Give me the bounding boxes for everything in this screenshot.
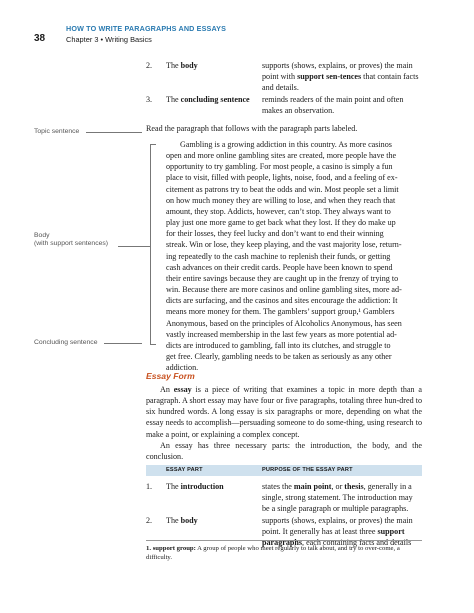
list-term: The body <box>166 61 198 70</box>
paragraph-line: citement as patrons try to beat the odds and win. Most people set a limit <box>166 184 399 194</box>
list-description: reminds readers of the main point and often makes an observation. <box>262 95 404 116</box>
paragraph-line: Anonymous, based on the principles of Alcoholics Anonymous, has seen <box>166 318 402 328</box>
table-row-term: The introduction <box>166 482 224 491</box>
topic-leader-line <box>86 132 142 133</box>
essay-paragraph: An essay is a piece of writing that examines a topic in more depth than a paragraph. A short essay may have four or five paragraphs, totaling three hun-dred to six hundred words. A long essay is six paragraphs or more, depending on what the essay needs to accomplish—persuading someone to do some-thing, using research to make a point, or explaining a complex concept. <box>146 385 422 439</box>
essay-paragraph: An essay has three necessary parts: the introduction, the body, and the conclusion. <box>146 441 422 462</box>
list-description: supports (shows, explains, or proves) the main point with support sen-tences that contain facts and details. <box>262 61 419 93</box>
chapter-label: Chapter 3 • Writing Basics <box>66 35 152 44</box>
paragraph-line: means more money for them. The gamblers’ support group,¹ Gamblers <box>166 307 395 317</box>
paragraph-line: dicts are surfacing, and the casinos and sites encourage the addiction: It <box>166 296 398 306</box>
body-bracket <box>150 144 156 345</box>
paragraph-line: Gambling is a growing addiction in this country. As more casinos <box>180 140 392 149</box>
paragraph-line: on how much money they are willing to lose, and when they reach that <box>166 195 396 205</box>
sample-paragraph <box>166 139 428 373</box>
paragraph-line: for their losses, they feel lucky and don’t want to end their winning <box>166 229 384 239</box>
list-term: The concluding sentence <box>166 95 250 104</box>
concluding-sentence-label: Concluding sentence <box>34 339 98 346</box>
paragraph-line: get free. Clearly, gambling needs to be taken as seriously as any other <box>166 351 392 361</box>
paragraph-line: streak. Win or lose, they keep playing, and the vast majority lose, return- <box>166 240 402 250</box>
table-column-header: ESSAY PART <box>166 467 203 473</box>
table-row-description: states the main point, or thesis, generally in a single, strong statement. The introduction may be a single paragraph or multiple paragraphs. <box>262 482 413 514</box>
paragraph-line: cash advances on their credit cards. People have been known to spend <box>166 262 393 272</box>
paragraph-line: amount, they stop. Addicts, however, can’t stop. They always want to <box>166 206 391 216</box>
paragraph-line: vastly increased membership in the last few years as more potential ad- <box>166 329 397 339</box>
intro-line: Read the paragraph that follows with the paragraph parts labeled. <box>146 124 358 133</box>
footnote: 1. support group: A group of people who meet regularly to talk about, and try to over-come, a difficulty. <box>146 545 400 561</box>
table-column-header: PURPOSE OF THE ESSAY PART <box>262 467 353 473</box>
paragraph-line: ing repeatedly to the cash machine to replenish their funds, or getting <box>166 251 391 261</box>
list-number: 2. <box>146 61 153 70</box>
table-row-description: supports (shows, explains, or proves) the main point. It generally has at least three support paragraphs, each containing facts and details <box>262 516 413 548</box>
table-row-number: 1. <box>146 482 153 491</box>
book-title: HOW TO WRITE PARAGRAPHS AND ESSAYS <box>66 24 227 33</box>
paragraph-line: win. Because there are more casinos and online gambling sites, more ad- <box>166 285 402 295</box>
footnote-rule <box>146 540 422 541</box>
section-heading: Essay Form <box>146 371 195 381</box>
table-row-term: The body <box>166 516 198 525</box>
paragraph-line: opportunity to try gambling. For most people, a casino is simply a fun <box>166 162 393 172</box>
paragraph-line: dicts are introduced to gambling, fall into its clutches, and struggle to <box>166 340 391 350</box>
concluding-leader-line <box>104 343 142 344</box>
page-number: 38 <box>34 33 46 44</box>
topic-sentence-label: Topic sentence <box>34 128 80 135</box>
body-label: Body (with support sentences) <box>34 232 109 248</box>
table-row-number: 2. <box>146 516 153 525</box>
paragraph-line: place to visit, filled with people, lights, noise, food, and a feeling of ex- <box>166 173 398 183</box>
paragraph-line: their entire savings because they are caught up in the frenzy of trying to <box>166 273 399 283</box>
paragraph-line: play just one more game to get back what they lost. If they do make up <box>166 218 396 228</box>
body-leader-line <box>118 246 150 247</box>
paragraph-line: open and more online gambling sites are created, more people have the <box>166 151 397 161</box>
list-number: 3. <box>146 95 153 104</box>
paragraph-line: addiction. <box>166 363 199 373</box>
